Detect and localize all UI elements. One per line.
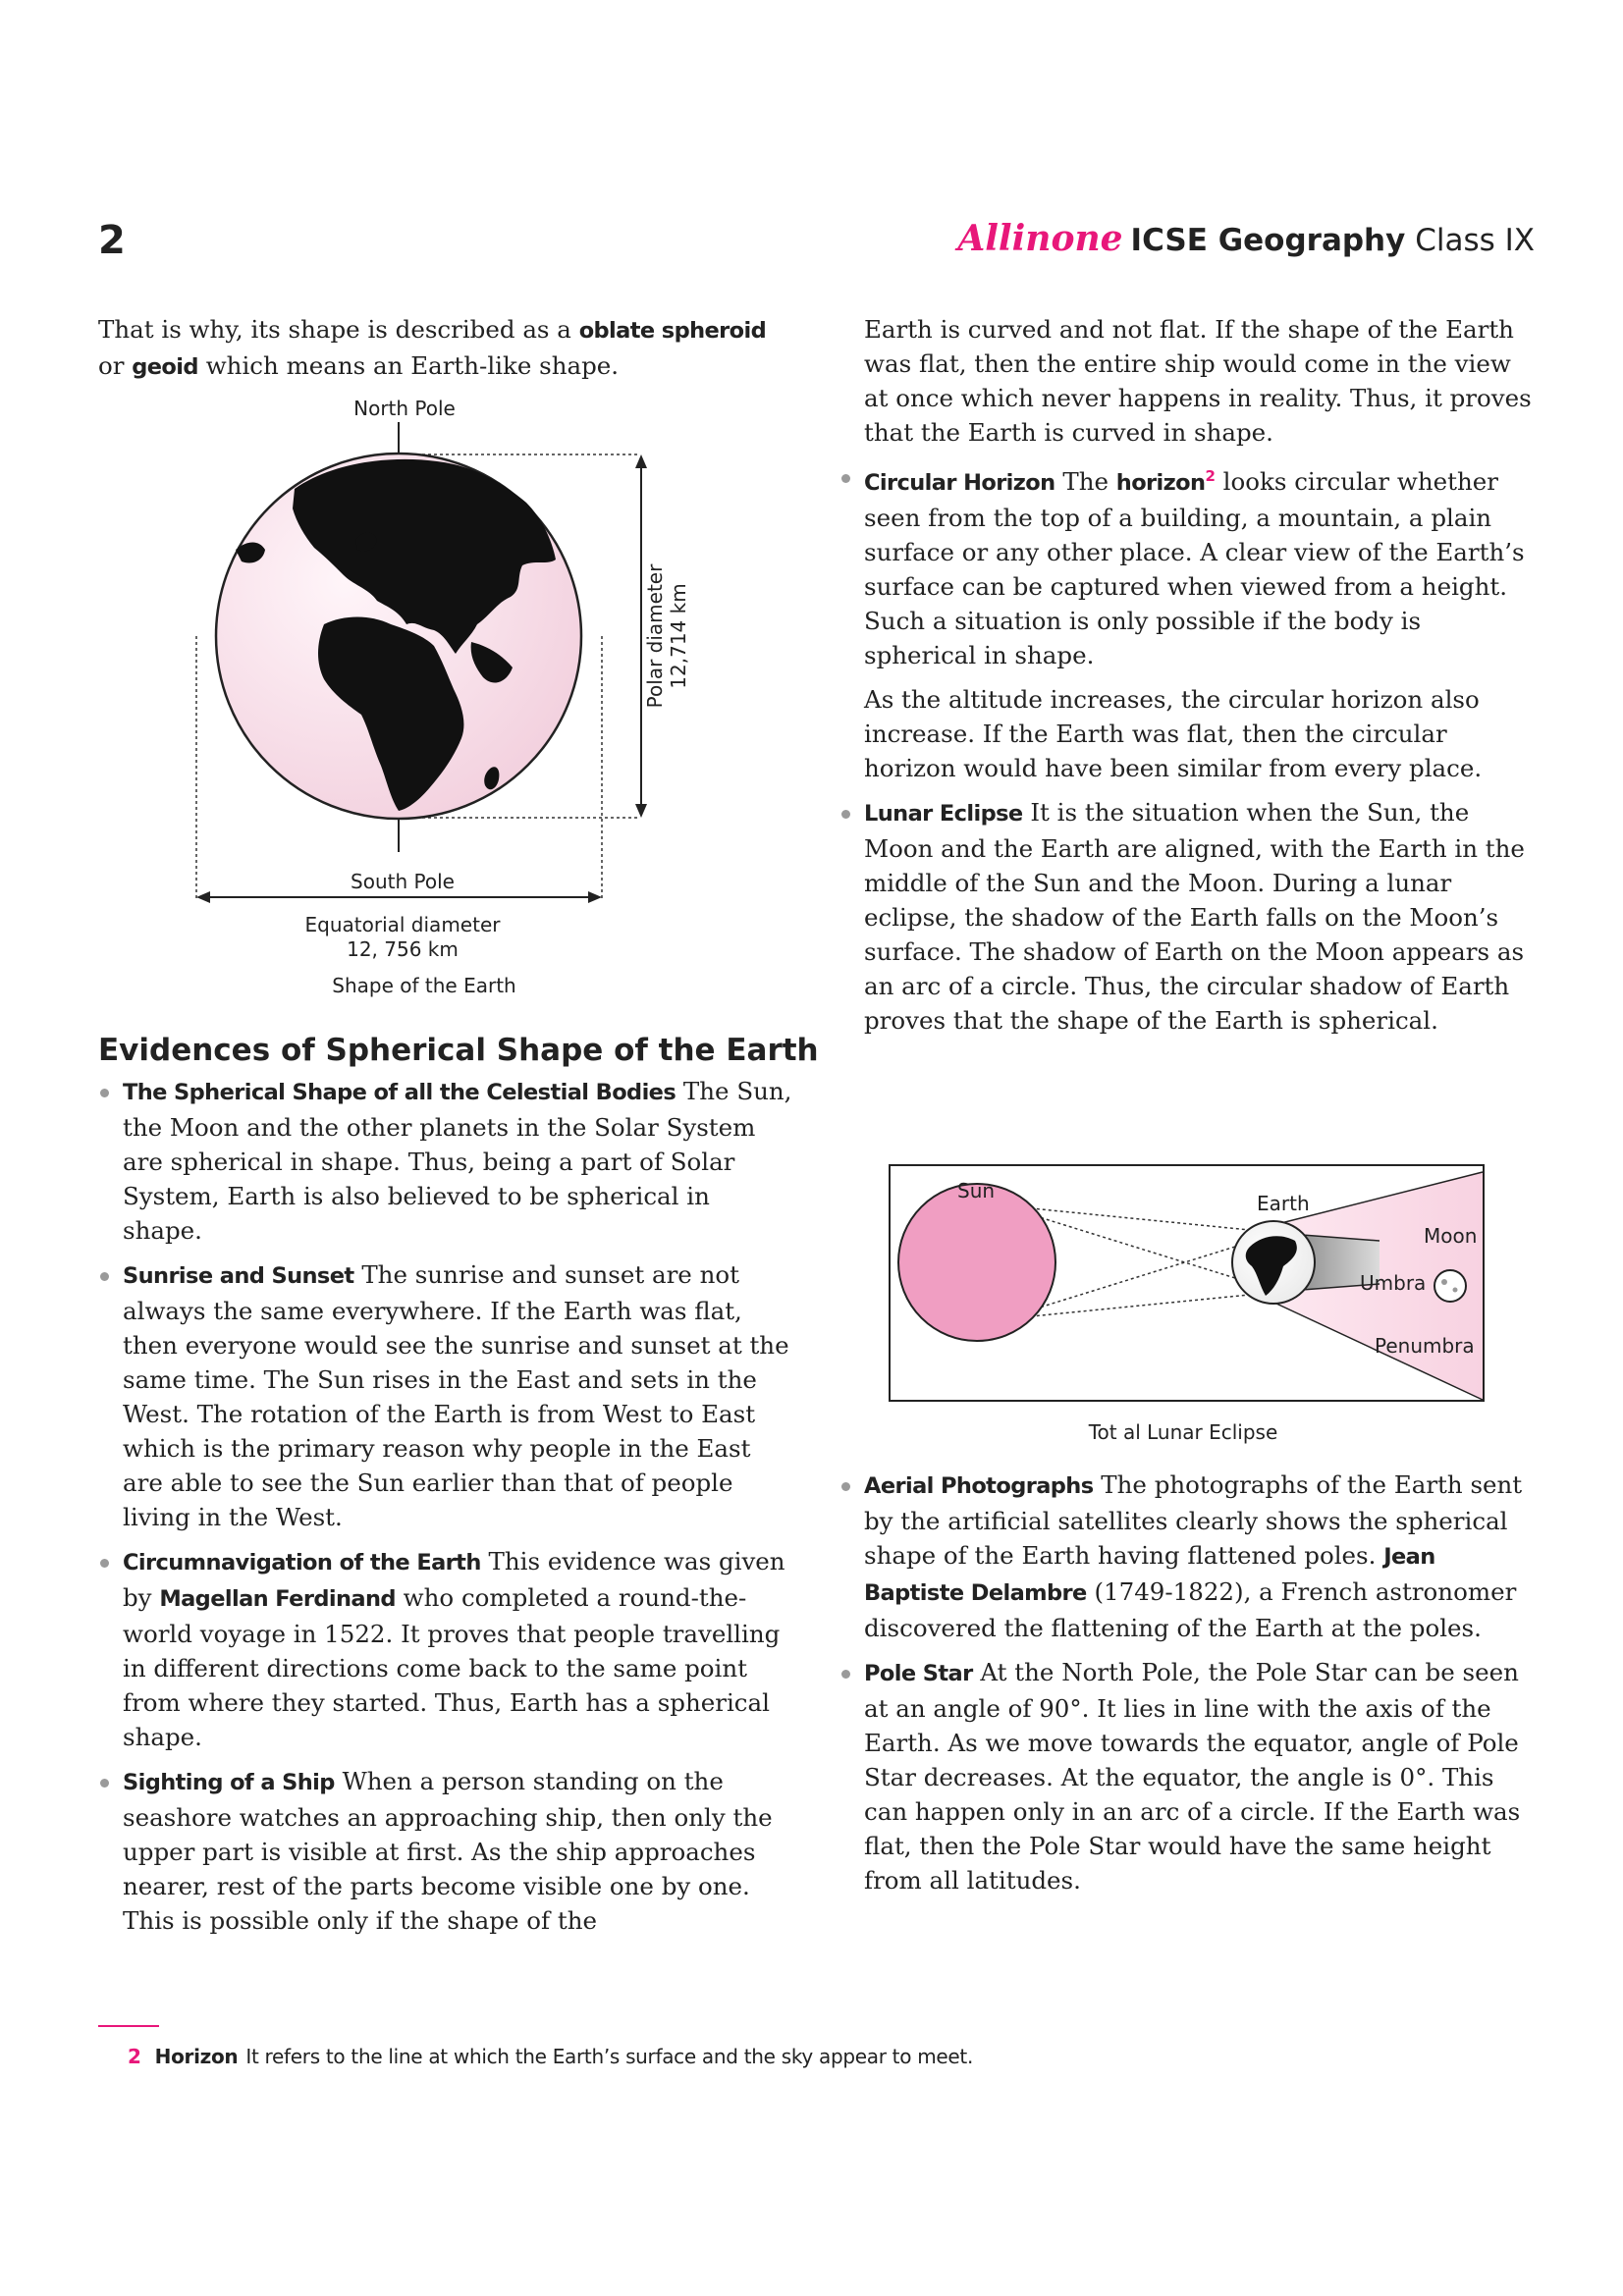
bullet-icon bbox=[841, 474, 850, 483]
bullet-term: Aerial Photographs bbox=[864, 1473, 1094, 1499]
lunar-eclipse-figure bbox=[889, 1164, 1485, 1449]
footnote-divider bbox=[98, 2025, 159, 2027]
brand-logo: Allinone bbox=[957, 218, 1123, 259]
book-class: Class IX bbox=[1405, 223, 1535, 258]
list-item: Sighting of a Ship When a person standing on the seashore watches an approaching ship, then only the upper part is visible at first. As the ship approaches nearer, rest of the parts become visible one by one. This is possible only if the shape of the bbox=[98, 1764, 795, 1938]
equatorial-diameter-label: Equatorial diameter bbox=[304, 913, 501, 936]
sun-label: Sun bbox=[957, 1179, 996, 1202]
bullet-icon bbox=[841, 1670, 850, 1679]
moon-label: Moon bbox=[1424, 1224, 1478, 1248]
term-geoid: geoid bbox=[132, 354, 198, 380]
left-bullet-list bbox=[98, 1074, 795, 1948]
polar-diameter-label: Polar diameter bbox=[643, 563, 667, 709]
footnote-text: It refers to the line at which the Earth’s surface and the sky appear to meet. bbox=[245, 2045, 973, 2068]
intro-paragraph: That is why, its shape is described as a oblate spheroid or geoid which means an Earth-like shape. bbox=[98, 315, 767, 380]
term-oblate-spheroid: oblate spheroid bbox=[578, 318, 767, 344]
sun-circle bbox=[898, 1184, 1055, 1341]
south-pole-label: South Pole bbox=[351, 870, 455, 893]
list-item: Circumnavigation of the Earth This evidence was given by Magellan Ferdinand who completed a round-the-world voyage in 1522. It proves that people travelling in different directions come back to the same point from where they started. Thus, Earth has a spherical shape. bbox=[98, 1544, 795, 1754]
list-item: Circular Horizon The horizon$^2$ looks circular whether seen from the top of a building, a mountain, a plain surface or any other place. A clear view of the Earth’s surface can be captured when viewed from a height. Such a situation is only possible if the body is spherical in shape. bbox=[839, 459, 1539, 672]
moon-crater-icon bbox=[1441, 1279, 1447, 1285]
north-pole-label: North Pole bbox=[353, 397, 456, 420]
bullet-icon bbox=[100, 1559, 109, 1568]
page-number: 2 bbox=[98, 218, 126, 263]
list-item: Aerial Photographs The photographs of the Earth sent by the artificial satellites clearly shows the spherical shape of the Earth having flattened poles. Jean Baptiste Delambre (1749-1822), a French astronomer discovered the flattening of the Earth at the poles. bbox=[839, 1468, 1539, 1645]
bullet-term: Sunrise and Sunset bbox=[123, 1263, 354, 1289]
term-horizon: horizon bbox=[1115, 470, 1206, 497]
earth-figure-caption: Shape of the Earth bbox=[332, 974, 516, 997]
footnote-number: 2 bbox=[128, 2045, 141, 2068]
horizon-paragraph-2: As the altitude increases, the circular horizon also increase. If the Earth was flat, then the circular horizon would have been similar from every place. bbox=[864, 685, 1483, 783]
penumbra-label: Penumbra bbox=[1375, 1334, 1475, 1358]
list-item: Lunar Eclipse It is the situation when the Sun, the Moon and the Earth are aligned, with the Earth in the middle of the Sun and the Moon. During a lunar eclipse, the shadow of the Earth falls on the Moon’s surface. The shadow of Earth on the Moon appears as an arc of a circle. Thus, the circular shadow of Earth proves that the shape of the Earth is spherical. bbox=[839, 795, 1539, 1038]
term-delambre: Jean Baptiste Delambre bbox=[864, 1544, 1435, 1606]
term-magellan: Magellan Ferdinand bbox=[159, 1586, 396, 1612]
bullet-term: Circumnavigation of the Earth bbox=[123, 1550, 481, 1575]
earth-label: Earth bbox=[1257, 1192, 1310, 1215]
footnote bbox=[128, 2045, 973, 2068]
bullet-term: The Spherical Shape of all the Celestial Bodies bbox=[123, 1080, 676, 1105]
bullet-icon bbox=[100, 1272, 109, 1281]
running-header bbox=[957, 218, 1535, 259]
bullet-term: Circular Horizon bbox=[864, 470, 1055, 497]
bullet-icon bbox=[100, 1779, 109, 1788]
equatorial-diameter-value: 12, 756 km bbox=[347, 937, 459, 961]
bullet-term: Pole Star bbox=[864, 1661, 973, 1686]
polar-diameter-value: 12,714 km bbox=[667, 583, 690, 689]
list-item: Pole Star At the North Pole, the Pole Star can be seen at an angle of 90°. It lies in line with the axis of the Earth. As we move towards the equator, angle of Pole Star decreases. At the equator, the angle is 0°. This can happen only in an arc of a circle. If the Earth was flat, then the Pole Star would have the same height from all latitudes. bbox=[839, 1655, 1539, 1897]
bullet-term: Lunar Eclipse bbox=[864, 801, 1023, 828]
list-item: Sunrise and Sunset The sunrise and sunset are not always the same everywhere. If the Earth was flat, then everyone would see the sunrise and sunset at the same time. The Sun rises in the East and sets in the West. The rotation of the Earth is from West to East which is the primary reason why people in the East are able to see the Sun earlier than that of people living in the West. bbox=[98, 1257, 795, 1534]
section-heading: Evidences of Spherical Shape of the Earth bbox=[98, 1033, 819, 1068]
moon-crater-icon bbox=[1453, 1288, 1458, 1293]
eclipse-caption: Tot al Lunar Eclipse bbox=[1088, 1420, 1278, 1444]
footnote-ref: 2 bbox=[1205, 467, 1216, 485]
footnote-term: Horizon bbox=[154, 2045, 239, 2068]
right-column-text bbox=[839, 312, 1539, 1047]
bullet-icon bbox=[841, 1482, 850, 1491]
ship-continuation: Earth is curved and not flat. If the shape of the Earth was flat, then the entire ship would come in the view at once which never happens in reality. Thus, it proves that the Earth is curved in shape. bbox=[864, 315, 1532, 447]
earth-shape-figure bbox=[177, 393, 707, 1001]
bullet-term: Sighting of a Ship bbox=[123, 1770, 335, 1795]
umbra-label: Umbra bbox=[1360, 1271, 1427, 1295]
moon-circle bbox=[1434, 1270, 1466, 1302]
list-item: The Spherical Shape of all the Celestial Bodies The Sun, the Moon and the other planets in the Solar System are spherical in shape. Thus, being a part of Solar System, Earth is also believed to be spherical in shape. bbox=[98, 1074, 795, 1248]
book-title: ICSE Geography bbox=[1130, 223, 1406, 258]
bullet-icon bbox=[100, 1089, 109, 1097]
right-bullet-list bbox=[839, 1468, 1539, 1907]
bullet-icon bbox=[841, 810, 850, 819]
